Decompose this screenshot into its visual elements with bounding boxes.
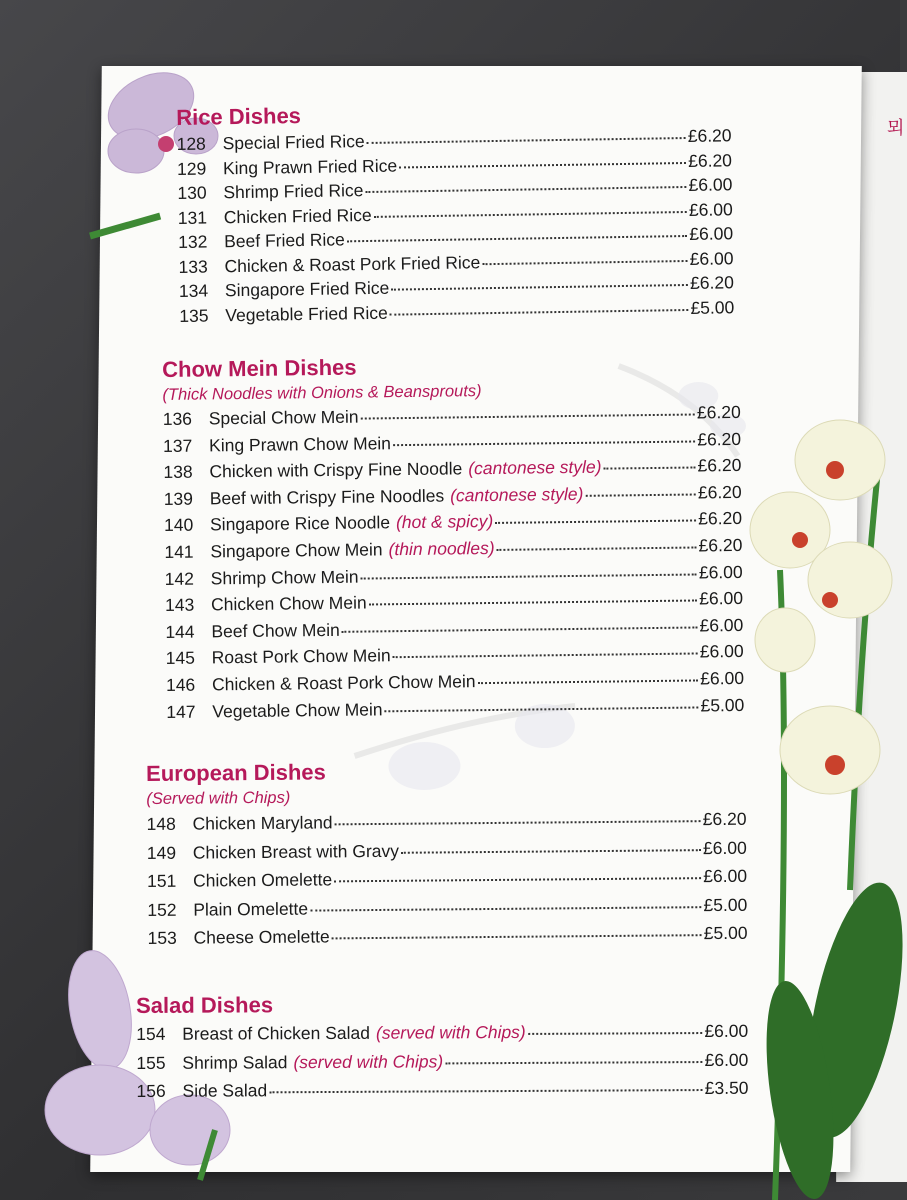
item-number: 141 (164, 541, 194, 562)
item-price: £3.50 (704, 1077, 749, 1099)
menu-list (163, 399, 745, 725)
item-note: (served with Chips) (293, 1050, 444, 1072)
item-number: 147 (166, 701, 196, 722)
item-number: 139 (163, 488, 194, 509)
item-name: Beef with Crispy Fine Noodles (209, 485, 445, 509)
item-note: (thin noodles) (388, 537, 495, 560)
rice-dishes-section (176, 95, 734, 328)
item-name: Chicken Breast with Gravy (192, 840, 400, 863)
item-price: £6.20 (689, 272, 735, 293)
item-price: £6.00 (699, 614, 744, 636)
dot-leader (269, 1088, 703, 1093)
dot-leader (385, 705, 699, 712)
item-name: King Prawn Fried Rice (222, 155, 398, 178)
dot-leader (528, 1031, 703, 1035)
dot-leader (361, 572, 697, 579)
item-name: Shrimp Chow Mein (210, 566, 359, 588)
item-name: Singapore Chow Mein (210, 539, 383, 562)
section-subtitle: (Served with Chips) (146, 788, 291, 808)
item-name: Singapore Fried Rice (224, 277, 390, 301)
item-number: 138 (163, 461, 193, 483)
item-price: £6.00 (704, 1049, 749, 1070)
item-price: £5.00 (703, 894, 748, 915)
dot-leader (374, 209, 687, 217)
item-name: Chicken & Roast Pork Fried Rice (224, 251, 481, 276)
dot-leader (365, 185, 686, 193)
item-number: 143 (164, 594, 195, 616)
item-price: £6.00 (698, 561, 743, 583)
item-number: 142 (164, 568, 195, 589)
item-name: Roast Pork Chow Mein (211, 645, 391, 668)
item-price: £5.00 (700, 694, 745, 715)
item-name: Breast of Chicken Salad (182, 1022, 371, 1044)
item-price: £6.20 (702, 808, 747, 830)
item-number: 135 (179, 305, 209, 326)
item-price: £6.00 (700, 667, 745, 689)
item-number: 129 (176, 158, 207, 179)
item-name: Vegetable Chow Mein (212, 698, 383, 721)
item-name: Beef Chow Mein (211, 619, 340, 642)
white-orchid-icon (760, 390, 900, 1200)
item-number: 134 (178, 280, 209, 301)
dot-leader (391, 283, 688, 291)
item-name: King Prawn Chow Mein (208, 432, 392, 456)
item-price: £5.00 (690, 296, 735, 318)
item-price: £6.00 (699, 641, 744, 662)
item-name: Chicken Maryland (192, 812, 333, 834)
menu-list (176, 123, 734, 328)
item-price: £6.20 (687, 125, 732, 146)
dot-leader (367, 136, 686, 144)
item-note: (served with Chips) (375, 1021, 526, 1043)
item-number: 152 (147, 899, 177, 920)
item-name: Special Fried Rice (222, 131, 365, 154)
item-price: £6.00 (699, 588, 744, 609)
dot-leader (332, 934, 702, 940)
dot-leader (482, 258, 687, 264)
dot-leader (342, 625, 698, 632)
chow-mein-dishes-section (162, 349, 744, 725)
dot-leader (369, 599, 698, 606)
dot-leader (478, 678, 699, 684)
item-price: £6.00 (688, 198, 733, 220)
item-number: 131 (177, 207, 208, 228)
item-number: 145 (165, 647, 196, 669)
item-number: 128 (176, 133, 206, 154)
item-number: 130 (177, 182, 207, 203)
dot-leader (335, 819, 701, 825)
item-name: Chicken Omelette (192, 869, 333, 891)
salad-dishes-section (136, 989, 749, 1106)
item-price: £6.20 (697, 455, 742, 476)
item-name: Shrimp Salad (182, 1051, 288, 1073)
item-price: £6.00 (703, 865, 748, 887)
dot-leader (393, 439, 695, 446)
item-price: £6.00 (689, 223, 734, 244)
dot-leader (604, 466, 696, 470)
item-number: 137 (162, 435, 193, 456)
item-name: Plain Omelette (193, 898, 309, 920)
section-subtitle: (Thick Noodles with Onions & Beansprouts) (162, 382, 482, 404)
dot-leader (497, 545, 697, 550)
fold-mark: 뫼 (887, 118, 905, 138)
item-price: £6.20 (698, 508, 743, 529)
item-name: Chicken & Roast Pork Chow Mein (211, 671, 476, 695)
item-number: 148 (146, 813, 176, 834)
item-price: £6.00 (688, 174, 733, 195)
item-price: £6.20 (697, 481, 742, 503)
item-note: (hot & spicy) (395, 511, 494, 533)
dot-leader (361, 412, 695, 419)
section-title: Rice Dishes (176, 103, 302, 130)
item-name: Chicken Chow Mein (210, 592, 367, 615)
dot-leader (390, 307, 689, 315)
dot-leader (334, 876, 701, 882)
item-number: 140 (163, 515, 194, 536)
item-number: 144 (165, 621, 195, 642)
item-number: 149 (146, 842, 177, 863)
item-number: 133 (178, 256, 208, 277)
item-price: £5.00 (703, 923, 748, 944)
item-name: Side Salad (182, 1080, 268, 1101)
item-number: 153 (147, 928, 177, 949)
menu-item (136, 1074, 748, 1106)
item-name: Chicken with Crispy Fine Noodle (209, 458, 463, 482)
item-number: 132 (178, 231, 208, 252)
menu-item (136, 1017, 748, 1049)
menu-item (136, 1045, 748, 1077)
menu-item (147, 919, 747, 953)
item-number: 156 (136, 1080, 166, 1101)
dot-leader (495, 519, 696, 524)
dot-leader (401, 848, 701, 854)
item-price: £6.20 (698, 534, 743, 556)
menu-list (146, 805, 747, 953)
menu-list (136, 1017, 748, 1106)
item-name: Shrimp Fried Rice (223, 180, 364, 203)
item-price: £6.20 (687, 149, 733, 171)
item-number: 154 (136, 1023, 166, 1044)
item-price: £6.00 (689, 247, 734, 269)
item-name: Special Chow Mein (208, 406, 359, 429)
section-title: Salad Dishes (136, 992, 274, 1018)
item-name: Singapore Rice Noodle (209, 512, 391, 535)
item-name: Cheese Omelette (193, 926, 330, 948)
item-name: Vegetable Fried Rice (225, 302, 388, 325)
dot-leader (347, 234, 688, 242)
dot-leader (445, 1060, 702, 1064)
dot-leader (399, 160, 686, 168)
item-note: (cantonese style) (450, 483, 584, 506)
item-number: 151 (146, 870, 177, 892)
item-note: (cantonese style) (468, 456, 602, 479)
section-title: European Dishes (146, 759, 326, 786)
european-dishes-section (146, 755, 748, 953)
item-number: 146 (165, 674, 196, 695)
item-price: £6.00 (702, 837, 747, 858)
item-price: £6.20 (696, 401, 741, 423)
item-price: £6.20 (697, 428, 742, 450)
dot-leader (310, 905, 701, 911)
item-number: 136 (162, 408, 193, 429)
item-name: Beef Fried Rice (224, 229, 345, 252)
item-number: 155 (136, 1052, 166, 1073)
dot-leader (393, 652, 698, 659)
section-title: Chow Mein Dishes (162, 354, 357, 382)
item-price: £6.00 (704, 1020, 749, 1042)
item-name: Chicken Fried Rice (223, 204, 372, 227)
dot-leader (585, 492, 696, 496)
